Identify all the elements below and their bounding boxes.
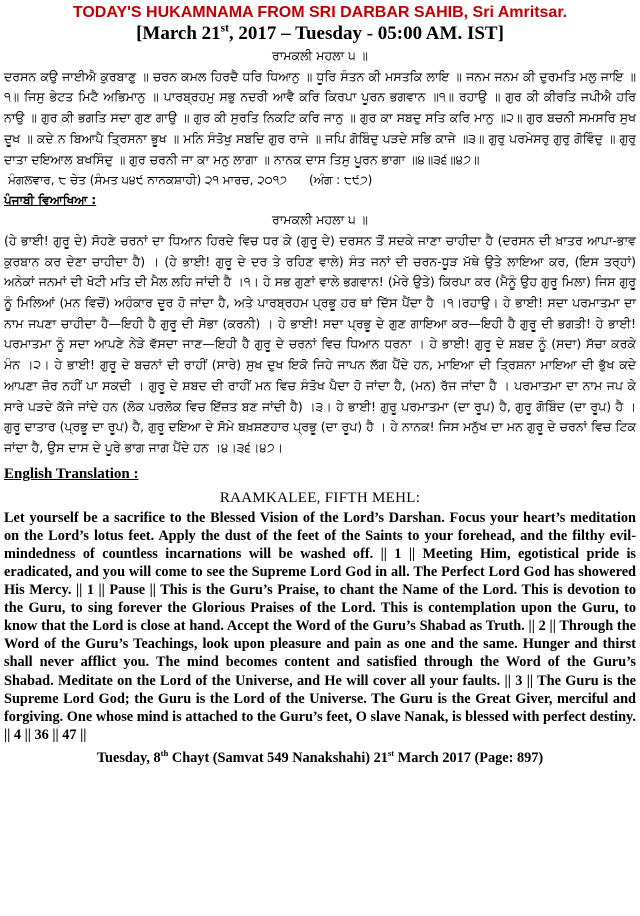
page-title: TODAY'S HUKAMNAMA FROM SRI DARBAR SAHIB, Sri Amritsar.	[72, 4, 568, 21]
date-header	[4, 22, 636, 46]
ang-number: (ਅੰਗ : ੮੯੭)	[309, 173, 373, 188]
english-section-label: English Translation :	[4, 465, 139, 482]
english-translation: Let yourself be a sacrifice to the Blessed Vision of the Lord’s Darshan. Focus your heart’s meditation on the Lord’s lotus feet. Apply the dust of the feet of the Saints to your forehead, and the filthy evil-mindedness of countless incarnations will be washed off. || 1 || Meeting Him, egotistical pride is eradicated, and you will come to see the Supreme Lord God in all. The Perfect Lord God has showered His Mercy. || 1 || Pause || This is the Guru’s Praise, to chant the Name of the Lord. This is devotion to the Guru, to sing forever the Glorious Praises of the Lord. This is contemplation upon the Guru, to know that the Lord is close at hand. Accept the Word of the Guru’s Shabad as Truth. || 2 || Through the Word of the Guru’s Teachings, look upon pleasure and pain as one and the same. Hunger and thirst shall never afflict you. The mind becomes content and satisfied through the Word of the Guru’s Shabad. Meditate on the Lord of the Universe, and He will cover all your faults. || 3 || The Guru is the Supreme Lord God; the Guru is the Lord of the Universe. The Guru is the Great Giver, merciful and forgiving. One whose mind is attached to the Guru’s feet, O slave Nanak, is blessed with perfect destiny. || 4 || 36 || 47 ||	[4, 509, 636, 743]
gurbani-text: ਦਰਸਨ ਕਉ ਜਾਈਐ ਕੁਰਬਾਣੁ ॥ ਚਰਨ ਕਮਲ ਹਿਰਦੈ ਧਰਿ ਧਿਆਨੁ ॥ ਧੂਰਿ ਸੰਤਨ ਕੀ ਮਸਤਕਿ ਲਾਇ ॥ ਜਨਮ ਜਨਮ ਕੀ ਦੁਰਮਤਿ ਮਲੁ ਜਾਇ ॥੧॥ ਜਿਸੁ ਭੇਟਤ ਮਿਟੈ ਅਭਿਮਾਨੁ ॥ ਪਾਰਬ੍ਰਹਮੁ ਸਭੁ ਨਦਰੀ ਆਵੈ ਕਰਿ ਕਿਰਪਾ ਪੂਰਨ ਭਗਵਾਨ ॥੧॥ ਰਹਾਉ ॥ ਗੁਰ ਕੀ ਕੀਰਤਿ ਜਪੀਐ ਹਰਿ ਨਾਉ ॥ ਗੁਰ ਕੀ ਭਗਤਿ ਸਦਾ ਗੁਣ ਗਾਉ ॥ ਗੁਰ ਕੀ ਸੁਰਤਿ ਨਿਕਟਿ ਕਰਿ ਜਾਨੁ ॥ ਗੁਰ ਕਾ ਸਬਦੁ ਸਤਿ ਕਰਿ ਮਾਨੁ ॥੨॥ ਗੁਰ ਬਚਨੀ ਸਮਸਰਿ ਸੁਖ ਦੂਖ ॥ ਕਦੇ ਨ ਬਿਆਪੈ ਤ੍ਰਿਸਨਾ ਭੂਖ ॥ ਮਨਿ ਸੰਤੋਖੁ ਸਬਦਿ ਗੁਰ ਰਾਜੇ ॥ ਜਪਿ ਗੋਬਿੰਦੁ ਪੜਦੇ ਸਭਿ ਕਾਜੇ ॥੩॥ ਗੁਰੁ ਪਰਮੇਸਰੁ ਗੁਰੁ ਗੋਵਿੰਦੁ ॥ ਗੁਰੁ ਦਾਤਾ ਦਇਆਲ ਬਖਸਿੰਦੁ ॥ ਗੁਰ ਚਰਨੀ ਜਾ ਕਾ ਮਨੁ ਲਾਗਾ ॥ ਨਾਨਕ ਦਾਸ ਤਿਸੁ ਪੂਰਨ ਭਾਗਾ ॥੪॥੩੬॥੪੭॥	[4, 68, 636, 167]
footer-text-mid: Chayt (Samvat 549 Nanakshahi) 21	[168, 749, 388, 766]
footer-text-end: March 2017 (Page: 897)	[394, 749, 544, 766]
punjabi-dateline	[4, 170, 636, 190]
gurbani-heading: ਰਾਮਕਲੀ ਮਹਲਾ ੫ ॥	[272, 48, 368, 63]
footer-date	[4, 747, 636, 769]
punjabi-explanation: (ਹੇ ਭਾਈ! ਗੁਰੂ ਦੇ) ਸੋਹਣੇ ਚਰਨਾਂ ਦਾ ਧਿਆਨ ਹਿਰਦੇ ਵਿਚ ਧਰ ਕੇ (ਗੁਰੂ ਦੇ) ਦਰਸਨ ਤੋਂ ਸਦਕੇ ਜਾਣਾ ਚਾਹੀਦਾ ਹੈ (ਦਰਸਨ ਦੀ ਖ਼ਾਤਰ ਆਪਾ-ਭਾਵ ਕੁਰਬਾਨ ਕਰ ਦੇਣਾ ਚਾਹੀਦਾ ਹੈ) । (ਹੇ ਭਾਈ! ਗੁਰੂ ਦੇ ਦਰ ਤੇ ਰਹਿਣ ਵਾਲੇ) ਸੰਤ ਜਨਾਂ ਦੀ ਚਰਨ-ਧੂੜ ਮੱਥੇ ਉਤੇ ਲਾਇਆ ਕਰ, (ਇਸ ਤਰ੍ਹਾਂ) ਅਨੇਕਾਂ ਜਨਮਾਂ ਦੀ ਖੋਟੀ ਮਤਿ ਦੀ ਮੈਲ ਲਹਿ ਜਾਂਦੀ ਹੈ ।੧। ਹੇ ਸਭ ਗੁਣਾਂ ਵਾਲੇ ਭਗਵਾਨ! (ਮੇਰੇ ਉਤੇ) ਕਿਰਪਾ ਕਰ (ਮੈਨੂੰ ਉਹ ਗੁਰੂ ਮਿਲਾ) ਜਿਸ ਗੁਰੂ ਨੂੰ ਮਿਲਿਆਂ (ਮਨ ਵਿਚੋਂ) ਅਹੰਕਾਰ ਦੂਰ ਹੋ ਜਾਂਦਾ ਹੈ, ਅਤੇ ਪਾਰਬ੍ਰਹਮ ਪ੍ਰਭੂ ਹਰ ਥਾਂ ਦਿੱਸ ਪੈਂਦਾ ਹੈ ।੧।ਰਹਾਉ। ਹੇ ਭਾਈ! ਸਦਾ ਪਰਮਾਤਮਾ ਦਾ ਨਾਮ ਜਪਣਾ ਚਾਹੀਦਾ ਹੈ—ਇਹੀ ਹੈ ਗੁਰੂ ਦੀ ਸੋਭਾ (ਕਰਨੀ) । ਹੇ ਭਾਈ! ਸਦਾ ਪ੍ਰਭੂ ਦੇ ਗੁਣ ਗਾਇਆ ਕਰ—ਇਹੀ ਹੈ ਗੁਰੂ ਦੀ ਭਗਤੀ! ਹੇ ਭਾਈ! ਪਰਮਾਤਮਾ ਨੂੰ ਸਦਾ ਆਪਣੇ ਨੇੜੇ ਵੱਸਦਾ ਜਾਣ—ਇਹੀ ਹੈ ਗੁਰੂ ਦੇ ਚਰਨਾਂ ਵਿਚ ਧਿਆਨ ਧਰਨਾ । ਹੇ ਭਾਈ! ਗੁਰੂ ਦੇ ਸ਼ਬਦ ਨੂੰ (ਸਦਾ) ਸੱਚਾ ਕਰਕੇ ਮੰਨ ।੨। ਹੇ ਭਾਈ! ਗੁਰੂ ਦੇ ਬਚਨਾਂ ਦੀ ਰਾਹੀਂ (ਸਾਰੇ) ਸੁਖ ਦੁਖ ਇਕੋ ਜਿਹੇ ਜਾਪਨ ਲੱਗ ਪੈਂਦੇ ਹਨ, ਮਾਇਆ ਦੀ ਤ੍ਰਿਸ਼ਨਾ ਮਾਇਆ ਦੀ ਭੁੱਖ ਕਦੇ ਆਪਣਾ ਜ਼ੋਰ ਨਹੀਂ ਪਾ ਸਕਦੀ । ਗੁਰੂ ਦੇ ਸ਼ਬਦ ਦੀ ਰਾਹੀਂ ਮਨ ਵਿਚ ਸੰਤੋਖ ਪੈਦਾ ਹੋ ਜਾਂਦਾ ਹੈ, (ਮਨ) ਰੱਜ ਜਾਂਦਾ ਹੈ । ਪਰਮਾਤਮਾ ਦਾ ਨਾਮ ਜਪ ਕੇ ਸਾਰੇ ਪੜਦੇ ਕੱਜੇ ਜਾਂਦੇ ਹਨ (ਲੋਕ ਪਰਲੋਕ ਵਿਚ ਇੱਜ਼ਤ ਬਣ ਜਾਂਦੀ ਹੈ) ।੩। ਹੇ ਭਾਈ! ਗੁਰੂ ਪਰਮਾਤਮਾ (ਦਾ ਰੂਪ) ਹੈ, ਗੁਰੂ ਗੋਬਿੰਦ (ਦਾ ਰੂਪ) ਹੈ । ਗੁਰੂ ਦਾਤਾਰ (ਪ੍ਰਭੂ ਦਾ ਰੂਪ) ਹੈ, ਗੁਰੂ ਦਇਆ ਦੇ ਸੋਮੇ ਬਖ਼ਸ਼ਣਹਾਰ ਪ੍ਰਭੂ (ਦਾ ਰੂਪ) ਹੈ । ਹੇ ਨਾਨਕ! ਜਿਸ ਮਨੁੱਖ ਦਾ ਮਨ ਗੁਰੂ ਦੇ ਚਰਨਾਂ ਵਿਚ ਟਿਕ ਜਾਂਦਾ ਹੈ, ਉਸ ਦਾਸ ਦੇ ਪੂਰੇ ਭਾਗ ਜਾਗ ਪੈਂਦੇ ਹਨ ।੪।੩੬।੪੭।	[4, 232, 636, 455]
dateline-text: ਮੰਗਲਵਾਰ, ੮ ਚੇਤ (ਸੰਮਤ ੫੪੯ ਨਾਨਕਸ਼ਾਹੀ) ੨੧ ਮਾਰਚ, ੨੦੧੭	[8, 173, 288, 188]
date-header-text: [March 21	[136, 23, 221, 44]
date-header-rest: , 2017 – Tuesday - 05:00 AM. IST]	[228, 23, 504, 44]
date-header-suffix: st	[220, 22, 229, 35]
punjabi-heading: ਰਾਮਕਲੀ ਮਹਲਾ ੫ ॥	[272, 212, 368, 228]
footer-text: Tuesday, 8	[96, 749, 161, 766]
footer-suffix-2: st	[387, 748, 395, 759]
hukamnama-page	[0, 3, 640, 916]
footer-suffix-1: th	[160, 748, 169, 759]
punjabi-section-label: ਪੰਜਾਬੀ ਵਿਆਖਿਆ :	[4, 193, 97, 208]
english-heading: RAAMKALEE, FIFTH MEHL:	[219, 489, 421, 506]
